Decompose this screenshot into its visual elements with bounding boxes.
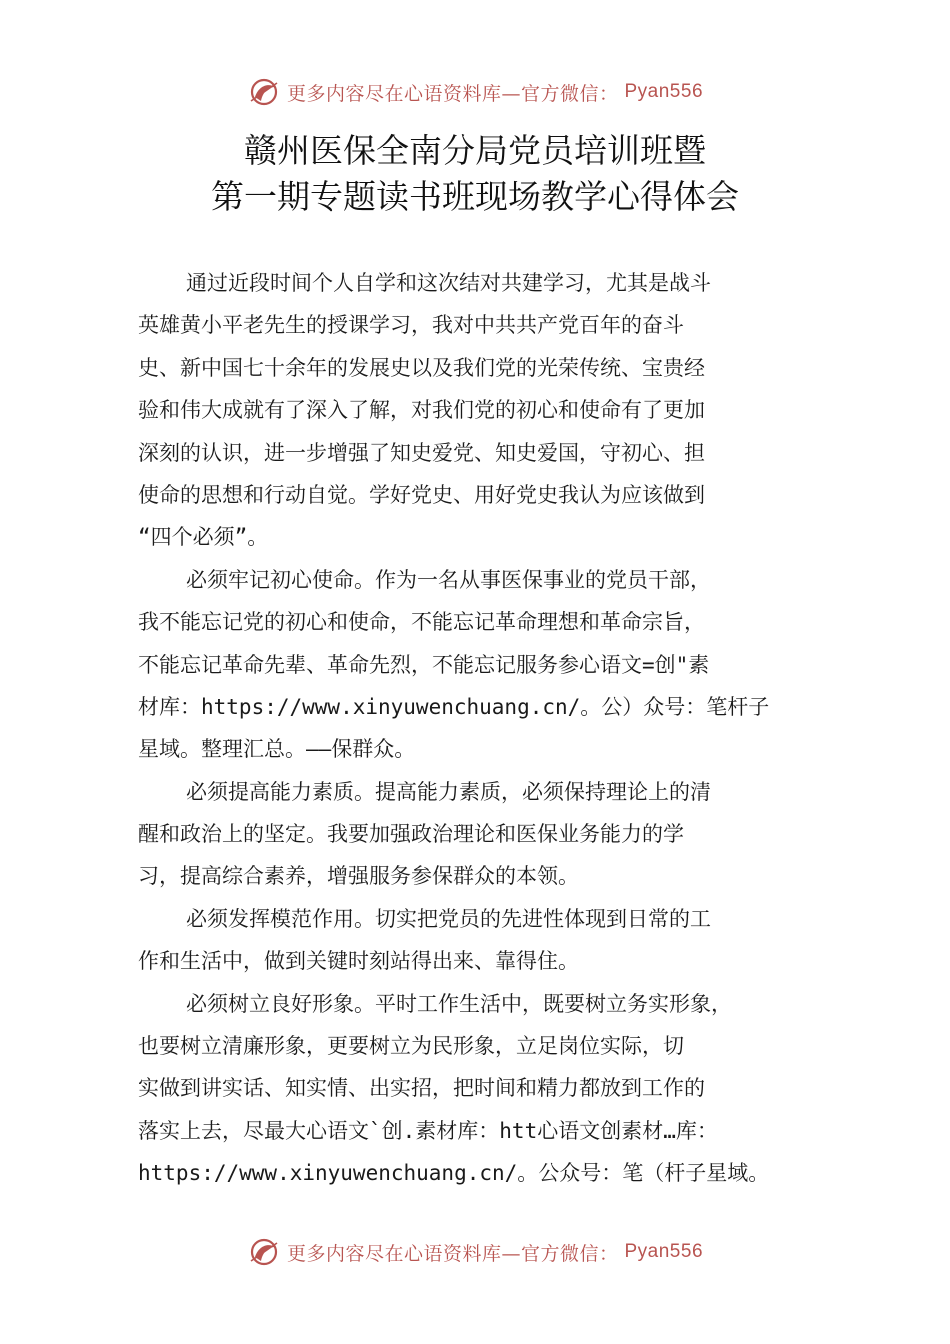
body-line: 落实上去，尽最大心语文`创.素材库：htt心语文创素材…库： xyxy=(138,1118,718,1143)
body-line: 必须提高能力素质。提高能力素质，必须保持理论上的清 xyxy=(186,779,711,804)
logo-icon xyxy=(247,75,281,109)
title-line-1: 赣州医保全南分局党员培训班暨 xyxy=(244,131,706,170)
body-line: 必须发挥模范作用。切实把党员的先进性体现到日常的工 xyxy=(186,906,711,931)
document-body xyxy=(138,262,838,1195)
body-line: 作和生活中，做到关键时刻站得出来、靠得住。 xyxy=(138,949,579,974)
title-line-2: 第一期专题读书班现场教学心得体会 xyxy=(211,177,739,216)
logo-icon xyxy=(247,1235,281,1269)
body-line: 醒和政治上的坚定。我要加强政治理论和医保业务能力的学 xyxy=(138,822,684,847)
watermark-text: 更多内容尽在心语资料库—官方微信： xyxy=(286,1242,619,1265)
body-line: 我不能忘记党的初心和使命，不能忘记革命理想和革命宗旨， xyxy=(138,610,705,635)
document-title xyxy=(0,128,950,220)
body-line: 必须牢记初心使命。作为一名从事医保事业的党员干部， xyxy=(186,567,711,592)
header-watermark xyxy=(0,72,950,112)
body-line: 材库：https://www.xinyuwenchuang.cn/。公）众号：笔杆子 xyxy=(138,694,770,719)
body-line: 验和伟大成就有了深入了解，对我们党的初心和使命有了更加 xyxy=(138,398,705,423)
body-line: 英雄黄小平老先生的授课学习，我对中共共产党百年的奋斗 xyxy=(138,313,684,338)
body-line: 通过近段时间个人自学和这次结对共建学习，尤其是战斗 xyxy=(186,271,711,295)
body-line: 实做到讲实话、知实情、出实招，把时间和精力都放到工作的 xyxy=(138,1076,705,1101)
footer-watermark xyxy=(0,1232,950,1272)
body-line: “四个必须”。 xyxy=(138,525,269,550)
body-line: 深刻的认识，进一步增强了知史爱党、知史爱国，守初心、担 xyxy=(138,440,705,465)
watermark-id: Pyan556 xyxy=(624,81,704,102)
body-line: https://www.xinyuwenchuang.cn/。公众号：笔（杆子星域。 xyxy=(138,1161,770,1186)
body-line: 习，提高综合素养，增强服务参保群众的本领。 xyxy=(138,864,579,889)
watermark-text: 更多内容尽在心语资料库—官方微信： xyxy=(286,82,619,105)
watermark-id: Pyan556 xyxy=(624,1241,704,1262)
body-line: 必须树立良好形象。平时工作生活中，既要树立务实形象， xyxy=(186,991,732,1016)
body-line: 不能忘记革命先辈、革命先烈，不能忘记服务参心语文=创"素 xyxy=(138,652,710,677)
body-line: 使命的思想和行动自觉。学好党史、用好党史我认为应该做到 xyxy=(138,482,705,507)
body-line: 星域。整理汇总。——保群众。 xyxy=(138,737,416,762)
body-line: 史、新中国七十余年的发展史以及我们党的光荣传统、宝贵经 xyxy=(138,355,705,380)
body-line: 也要树立清廉形象，更要树立为民形象，立足岗位实际，切 xyxy=(138,1034,684,1059)
